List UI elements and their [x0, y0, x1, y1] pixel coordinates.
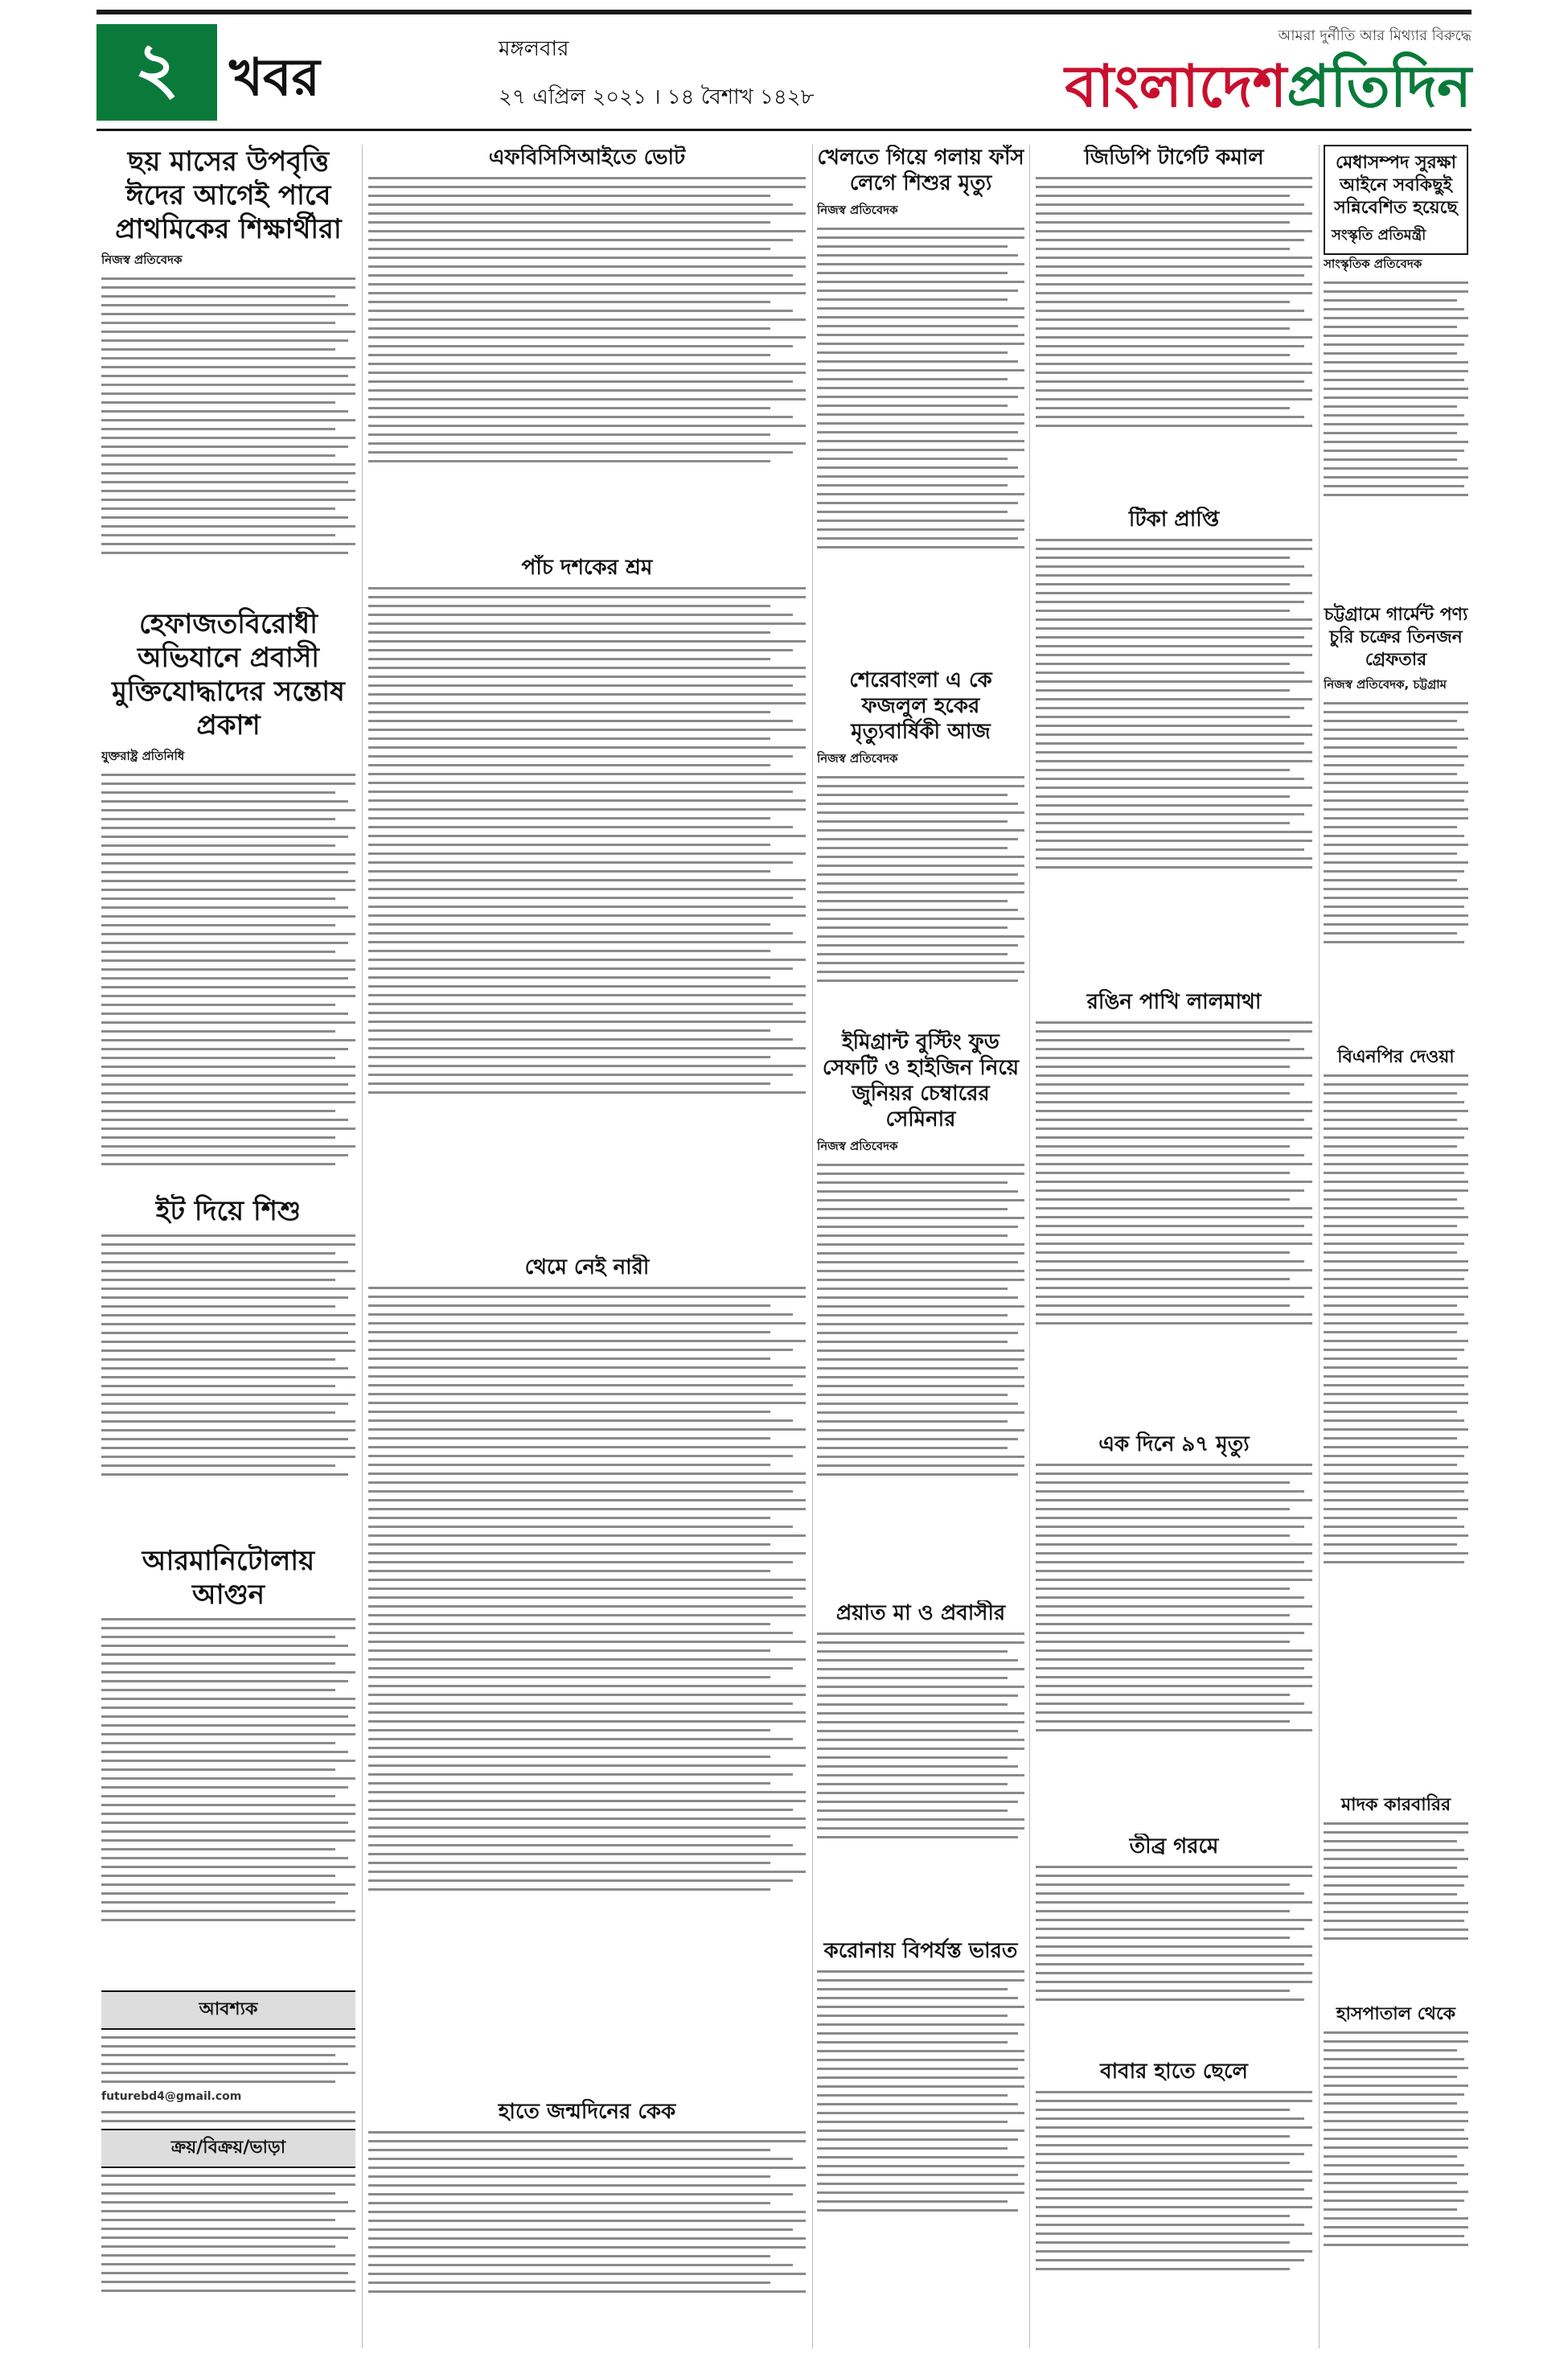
article-brick [101, 1194, 355, 1532]
article-body [368, 1287, 806, 1891]
article-body [101, 774, 355, 1165]
logo-wordmark [957, 49, 1472, 123]
article-drug-dealer [1324, 1793, 1468, 1994]
article-bnp [1324, 1045, 1468, 1785]
article-body [368, 2131, 806, 2293]
article-headline: মেধাসম্পদ সুরক্ষা আইনে সবকিছুই সন্নিবেশিত হয়েছে [1334, 152, 1458, 218]
article-headline: ছয় মাসের উপবৃত্তি ঈদের আগেই পাবে প্রাথমিকের শিক্ষার্থীরা [115, 146, 342, 245]
article-body [817, 776, 1024, 982]
article-body [1324, 281, 1468, 496]
article-headline: টিকা প্রাপ্তি [1128, 507, 1220, 532]
article-gdp [1036, 145, 1312, 499]
article-headline: হেফাজতবিরোধী অভিযানে প্রবাসী মুক্তিযোদ্ধাদের সন্তোষ প্রকাশ [112, 608, 345, 741]
article-headline: শেরেবাংলা এ কে ফজলুল হকের মৃত্যুবার্ষিকী আজ [849, 668, 992, 744]
column-3 [812, 145, 1030, 2348]
page-number-badge: ২ [96, 24, 217, 121]
article-fbcci [368, 145, 806, 547]
article-seminar [817, 1029, 1024, 1592]
article-body [817, 1970, 1024, 2212]
classified-body-3 [101, 2175, 355, 2292]
weekday: মঙ্গলবার [499, 37, 569, 61]
article-headline-box [1324, 145, 1468, 255]
article-stipend [101, 145, 355, 595]
article-byline: নিজস্ব প্রতিবেদক [817, 751, 898, 766]
classified-header-sale: ক্রয়/বিক্রয়/ভাড়া [101, 2129, 355, 2168]
section-name: খবর [229, 47, 320, 108]
article-headline: এফবিসিসিআইতে ভোট [488, 146, 686, 170]
article-headline: চট্টগ্রামে গার্মেন্ট পণ্য চুরি চক্রের তিনজন গ্রেফতার [1324, 604, 1468, 670]
article-body [1324, 2031, 1468, 2246]
article-body [1036, 177, 1312, 427]
article-deaths [1036, 1431, 1312, 1826]
article-headline: থেমে নেই নারী [524, 1255, 650, 1279]
classifieds [101, 1990, 355, 2344]
classified-body [101, 2036, 355, 2083]
article-body [1036, 2091, 1312, 2270]
article-byline: নিজস্ব প্রতিবেদক [817, 1139, 898, 1153]
article-body [1036, 1021, 1312, 1325]
article-body [368, 587, 806, 1094]
article-headline: হাসপাতাল থেকে [1336, 2003, 1456, 2024]
article-body [1036, 1866, 1312, 2001]
article-byline: যুক্তরাষ্ট্র প্রতিনিধি [101, 749, 185, 763]
article-headline: বাবার হাতে ছেলে [1100, 2060, 1248, 2084]
article-byline: নিজস্ব প্রতিবেদক, চট্টগ্রাম [1324, 677, 1447, 692]
article-headline: রঙিন পাখি লালমাথা [1086, 990, 1262, 1014]
article-hospital [1324, 2002, 1468, 2340]
article-body [1036, 1464, 1312, 1731]
article-headline: হাতে জন্মদিনের কেক [498, 2100, 676, 2124]
column-4 [1029, 145, 1320, 2348]
article-five-decades [368, 555, 806, 1247]
article-headline: ইট দিয়ে শিশু [155, 1195, 302, 1227]
article-body [1036, 539, 1312, 869]
article-headline: প্রয়াত মা ও প্রবাসীর [835, 1601, 1006, 1625]
article-headline: ইমিগ্রান্ট বুস্টিং ফুড সেফটি ও হাইজিন নিয়ে জুনিয়র চেম্বারের সেমিনার [822, 1030, 1020, 1132]
article-women [368, 1255, 806, 2091]
newspaper-logo [957, 24, 1472, 121]
article-child-death [817, 145, 1024, 659]
article-headline: তীব্র গরমে [1129, 1834, 1219, 1859]
article-vaccine [1036, 507, 1312, 981]
article-cake [368, 2099, 806, 2340]
article-india [817, 1938, 1024, 2340]
column-2 [362, 145, 813, 2348]
article-heat [1036, 1834, 1312, 2051]
article-ip-law [1324, 145, 1468, 595]
article-headline: মাদক কারবারির [1340, 1794, 1451, 1815]
article-body [101, 277, 355, 554]
article-fire [101, 1544, 355, 1978]
article-body [101, 1234, 355, 1476]
classified-header-wanted: আবশ্যক [101, 1990, 355, 2030]
article-body [368, 177, 806, 462]
article-headline: এক দিনে ৯৭ মৃত্যু [1098, 1432, 1250, 1456]
publication-date: ২৭ এপ্রিল ২০২১ । ১৪ বৈশাখ ১৪২৮ [499, 85, 815, 109]
article-tag: সংস্কৃতি প্রতিমন্ত্রী [1332, 227, 1426, 244]
logo-tagline: আমরা দুর্নীতি আর মিথ্যার বিরুদ্ধে [1278, 27, 1472, 44]
article-garment-theft [1324, 603, 1468, 1037]
article-hefazat [101, 607, 355, 1182]
article-father [1036, 2059, 1312, 2340]
article-headline: আরমানিটোলায় আগুন [142, 1545, 315, 1611]
article-body [817, 1164, 1024, 1476]
article-sher-e-bangla [817, 667, 1024, 1021]
article-byline: সাংস্কৃতিক প্রতিবেদক [1324, 257, 1422, 271]
article-headline: পাঁচ দশকের শ্রম [521, 556, 653, 580]
top-rule [96, 10, 1472, 14]
logo-part-1: বাংলাদেশ [1065, 51, 1287, 120]
article-byline: নিজস্ব প্রতিবেদক [817, 203, 898, 217]
classified-body-2 [101, 2111, 355, 2122]
column-5 [1319, 145, 1472, 2348]
article-body [1324, 1074, 1468, 1563]
article-body [817, 228, 1024, 548]
article-body [1324, 702, 1468, 943]
article-headline: বিএনপির দেওয়া [1337, 1046, 1455, 1067]
article-body [817, 1633, 1024, 1838]
article-bird [1036, 989, 1312, 1423]
classified-email: futurebd4@gmail.com [101, 2090, 242, 2103]
logo-part-2: প্রতিদিন [1287, 51, 1472, 120]
article-mother [817, 1600, 1024, 1930]
column-1 [96, 145, 363, 2348]
article-headline: করোনায় বিপর্যস্ত ভারত [823, 1939, 1018, 1963]
article-byline: নিজস্ব প্রতিবেদক [101, 253, 183, 267]
article-body [1324, 1822, 1468, 1940]
article-body [101, 1618, 355, 1921]
article-headline: জিডিপি টার্গেট কমাল [1084, 146, 1264, 170]
article-headline: খেলতে গিয়ে গলায় ফাঁস লেগে শিশুর মৃত্যু [817, 146, 1024, 195]
masthead-rule [96, 129, 1472, 131]
